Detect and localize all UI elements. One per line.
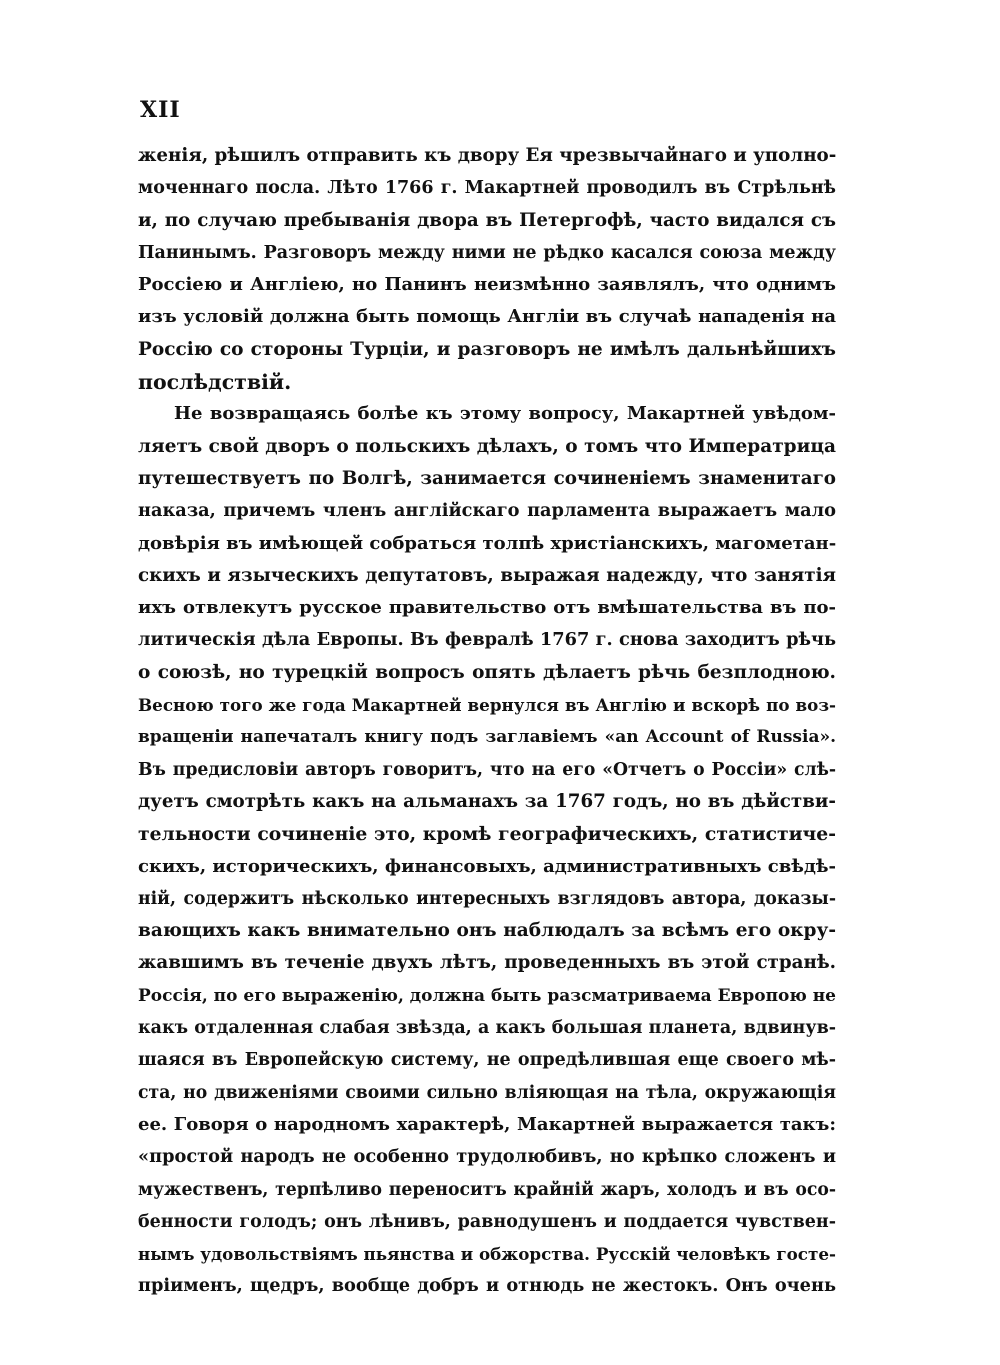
- text-line: скихъ, историческихъ, финансовыхъ, административныхъ свѣдѣ-: [138, 855, 836, 877]
- page-number: XII: [140, 97, 181, 123]
- text-line: жавшимъ въ теченіе двухъ лѣтъ, проведенныхъ въ этой странѣ.: [138, 952, 836, 974]
- text-line: литическія дѣла Европы. Въ февралѣ 1767 г. снова заходитъ рѣчь: [138, 629, 836, 651]
- text-line: ее. Говоря о народномъ характерѣ, Макартней выражается такъ:: [138, 1113, 836, 1135]
- text-line: какъ отдаленная слабая звѣзда, а какъ большая планета, вдвинув-: [138, 1018, 836, 1039]
- text-line: ста, но движеніями своими сильно вліяющая на тѣла, окружающія: [138, 1082, 836, 1103]
- text-line: послѣдствій.: [138, 370, 292, 395]
- text-line: и, по случаю пребыванія двора въ Петергофѣ, часто видался съ: [138, 209, 836, 231]
- text-line: ихъ отвлекутъ русское правительство отъ вмѣшательства въ по-: [138, 597, 836, 619]
- text-line: ній, содержитъ нѣсколько интересныхъ взглядовъ автора, доказы-: [138, 888, 836, 909]
- text-line: Россіею и Англіею, но Панинъ неизмѣнно заявлялъ, что однимъ: [138, 274, 836, 296]
- text-line: Въ предисловіи авторъ говоритъ, что на его «Отчетъ о Россіи» слѣ-: [138, 759, 836, 780]
- text-line: Весною того же года Макартней вернулся въ Англію и вскорѣ по воз-: [138, 695, 836, 716]
- text-line: бенности голодъ; онъ лѣнивъ, равнодушенъ и поддается чувствен-: [138, 1211, 836, 1232]
- text-line: о союзѣ, но турецкій вопросъ опять дѣлаетъ рѣчь безплодною.: [138, 661, 836, 683]
- text-line: нымъ удовольствіямъ пьянства и обжорства. Русскій человѣкъ госте-: [138, 1244, 836, 1265]
- text-line: путешествуетъ по Волгѣ, занимается сочиненіемъ знаменитаго: [138, 467, 836, 489]
- text-line: вающихъ какъ внимательно онъ наблюдалъ за всѣмъ его окру-: [138, 920, 836, 942]
- text-line: Панинымъ. Разговоръ между ними не рѣдко касался союза между: [138, 242, 836, 263]
- text-line: моченнаго посла. Лѣто 1766 г. Макартней проводилъ въ Стрѣльнѣ: [138, 178, 836, 199]
- text-line: Россія, по его выраженію, должна быть разсматриваема Европою не: [138, 985, 836, 1006]
- text-line: ляетъ свой дворъ о польскихъ дѣлахъ, о томъ что Императрица: [138, 435, 836, 457]
- text-line: тельности сочиненіе это, кромѣ географическихъ, статистиче-: [138, 823, 836, 846]
- body-text: [138, 140, 836, 1303]
- text-line: пріименъ, щедръ, вообще добръ и отнюдь не жестокъ. Онъ очень: [138, 1275, 836, 1297]
- text-line: Россію со стороны Турціи, и разговоръ не имѣлъ дальнѣйшихъ: [138, 338, 836, 360]
- text-line: мужественъ, терпѣливо переноситъ крайній жаръ, холодъ и въ осо-: [138, 1179, 836, 1200]
- text-line: дуетъ смотрѣть какъ на альманахъ за 1767 годъ, но въ дѣйстви-: [138, 790, 836, 812]
- text-line: изъ условій должна быть помощь Англіи въ случаѣ нападенія на: [138, 306, 836, 328]
- text-line: наказа, причемъ членъ англійскаго парламента выражаетъ мало: [138, 500, 836, 522]
- text-line: вращеніи напечаталъ книгу подъ заглавіемъ «an Account of Russia».: [138, 727, 836, 748]
- text-line: женія, рѣшилъ отправить къ двору Ея чрезвычайнаго и уполно-: [138, 145, 837, 166]
- text-line: довѣрія въ имѣющей собраться толпѣ христіанскихъ, магометан-: [138, 532, 837, 554]
- text-line: «простой народъ не особенно трудолюбивъ, но крѣпко сложенъ и: [138, 1146, 836, 1168]
- text-line: скихъ и языческихъ депутатовъ, выражая надежду, что занятія: [138, 564, 836, 586]
- text-line: шаяся въ Европейскую систему, не опредѣлившая еще своего мѣ-: [138, 1050, 836, 1071]
- text-line: Не возвращаясь болѣе къ этому вопросу, Макартней увѣдом-: [174, 403, 836, 425]
